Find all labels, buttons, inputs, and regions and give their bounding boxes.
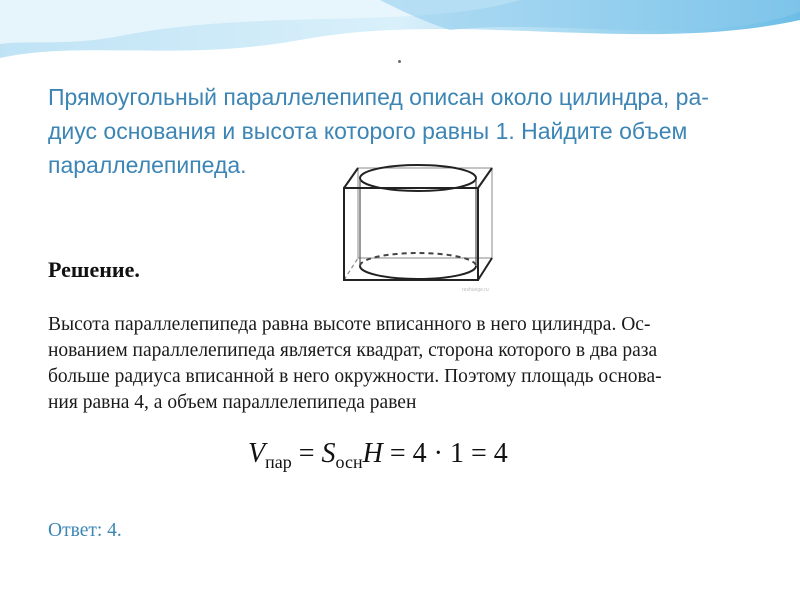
formula-equals: = [291,438,322,469]
formula-h: H [362,438,383,469]
header-wave-decoration [0,0,800,80]
solution-text [48,312,758,416]
solution-line: больше радиуса вписанной в него окружности. Поэтому площадь основа- [48,366,662,387]
problem-line: диус основания и высота которого равны 1. Найдите объем [48,118,688,144]
solution-line: ния равна 4, а объем параллелепипеда равен [48,392,417,413]
formula-s: S [321,438,336,469]
solution-line: Высота параллелепипеда равна высоте вписанного в него цилиндра. Ос- [48,314,651,335]
figure-watermark: reshuege.ru [462,287,489,293]
formula-v: V [248,438,266,469]
solution-heading: Решение. [48,257,140,282]
problem-line: параллелепипеда. [48,152,247,178]
solution-line: нованием параллелепипеда является квадрат, сторона которого в два раза [48,340,658,361]
decorative-dot [398,60,401,63]
answer-text: Ответ: 4. [48,520,122,541]
formula-result: = 4 · 1 = 4 [382,438,508,469]
volume-formula [248,438,508,473]
formula-s-subscript: осн [335,452,363,472]
formula-v-subscript: пар [265,452,292,472]
problem-line: Прямоугольный параллелепипед описан около цилиндра, ра- [48,84,709,110]
parallelepiped-cylinder-figure [336,148,502,296]
